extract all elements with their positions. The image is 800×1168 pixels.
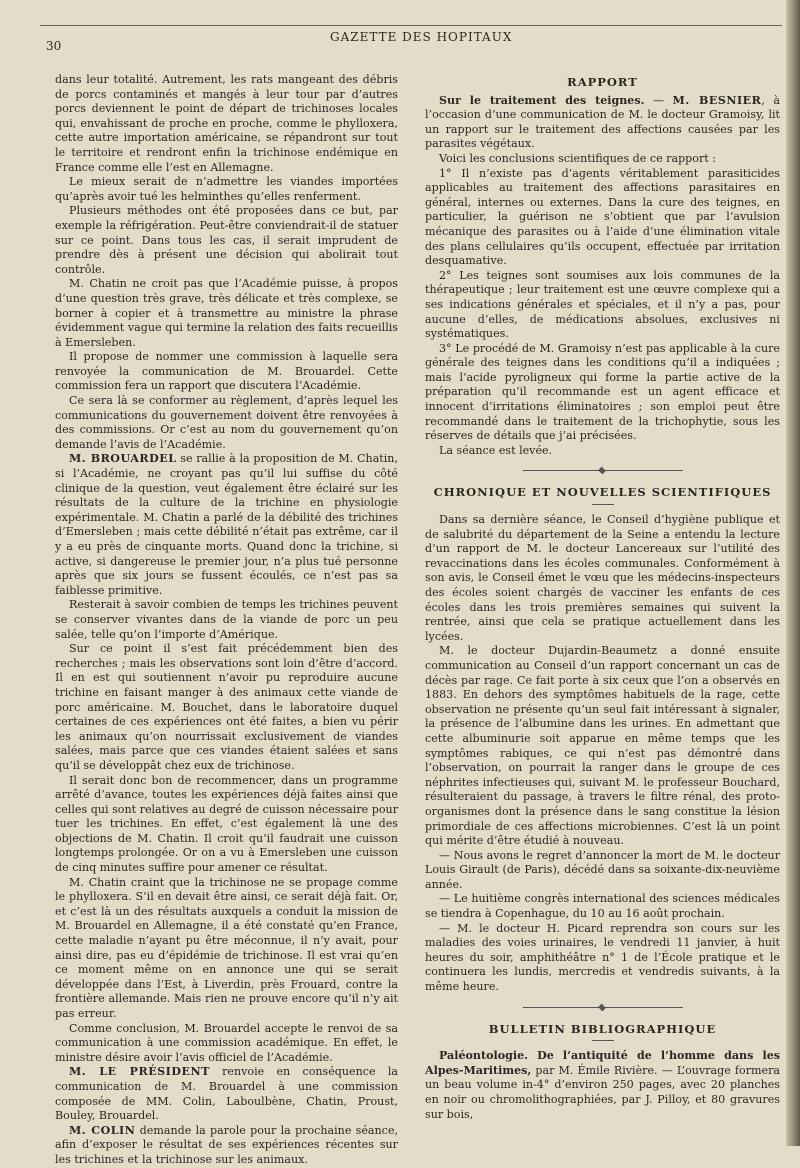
- paragraph-text: renvoie en conséquence la communication de M. Brouardel à une commission composée de MM. Colin, Laboulbène, Chatin, Proust, Bouley, Brouardel.: [55, 1065, 398, 1123]
- speaker-name: M. LE PRÉSIDENT: [69, 1065, 210, 1079]
- entry-text: par M. Émile Rivière. — L’ouvrage formera un beau volume in-4° d’environ 250 pages, avec 20 planches en noir ou chromolithographiées, par J. Pilloy, et 80 gravures sur bois,: [425, 1063, 780, 1121]
- paragraph: Sur ce point il s’est fait précédemment bien des recherches ; mais les observations sont loin d’être d’accord. Il en est qui soutiennent n’avoir pu reproduire aucune trichine en faisant manger à des animaux cette viande de porc américaine. M. Bouchet, dans le laboratoire duquel certaines de ces expériences ont été faites, a bien vu périr les animaux qu’on nourrissait exclusivement de viandes salées, mais parce que ces viandes étaient salées et sans qu’il se développât chez eux de trichinose.: [55, 642, 398, 772]
- paragraph-text: , à l’occasion d’une communication de M. le docteur Gramoisy, lit un rapport sur le traitement des affections causées par les parasites végétaux.: [425, 93, 780, 151]
- running-head: GAZETTE DES HOPITAUX: [330, 30, 513, 44]
- speaker-name: M. BROUARDEL: [69, 452, 177, 466]
- rapport-heading: Sur le traitement des teignes.: [439, 93, 645, 107]
- header-rule: [40, 25, 782, 26]
- paragraph: 2° Les teignes sont soumises aux lois communes de la thérapeutique ; leur traitement est une œuvre complexe qui a ses indications générales et spéciales, et il n’y a pas, pour aucune d’elles, de médications absolues, exclusives ni systématiques.: [425, 268, 780, 341]
- divider: [592, 1040, 614, 1041]
- paragraph: Resterait à savoir combien de temps les trichines peuvent se conserver vivantes dans de la viande de porc un peu salée, telle qu’on l’importe d’Amérique.: [55, 598, 398, 641]
- paragraph: M. Chatin ne croit pas que l’Académie puisse, à propos d’une question très grave, très délicate et très complexe, se borner à copier et à transmettre au ministre la phrase évidemment vague qui termine la relation des faits recueillis à Emersleben.: [55, 277, 398, 349]
- bulletin-title: BULLETIN BIBLIOGRAPHIQUE: [488, 1021, 717, 1036]
- paragraph: Plusieurs méthodes ont été proposées dans ce but, par exemple la réfrigération. Peut-être conviendrait-il de statuer sur ce point. Dans tous les cas, il serait imprudent de prendre dès à présent une décision qui abolirait tout contrôle.: [55, 204, 398, 276]
- paragraph: — Nous avons le regret d’annoncer la mort de M. le docteur Louis Girault (de Paris), décédé dans sa soixante-dix-neuvième année.: [425, 848, 780, 891]
- paragraph: M. le docteur Dujardin-Beaumetz a donné ensuite communication au Conseil d’un rapport concernant un cas de décès par rage. Ce fait porte à six ceux que l’on a observés en 1883. En dehors des symptômes habituels de la rage, cette observation ne présente qu’un seul fait intéressant à signaler, la présence de l’albumine dans les urines. En admettant que cette albuminurie soit apparue en même temps que les symptômes rabiques, ce qui n’est pas démontré dans l’observation, on pourrait la ranger dans le groupe de ces néphrites infectieuses qui, suivant M. le professeur Bouchard, résulteraient du passage, à travers le filtre rénal, des proto-organismes dont la présence dans le sang constitue la lésion primordiale de ces affections microbiennes. C’est là un point qui mérite d’être étudié à nouveau.: [425, 644, 780, 848]
- rapport-title: RAPPORT: [567, 75, 638, 89]
- paragraph: — M. le docteur H. Picard reprendra son cours sur les maladies des voies urinaires, le vendredi 11 janvier, à huit heures du soir, amphithéâtre n° 1 de l’École pratique et le continuera les lundis, mercredis et vendredis suivants, à la même heure.: [425, 921, 780, 994]
- paragraph: Comme conclusion, M. Brouardel accepte le renvoi de sa communication à une commission académique. En effet, le ministre désire avoir l’avis officiel de l’Académie.: [55, 1021, 398, 1064]
- brouardel-paragraph: [55, 452, 398, 598]
- paragraph: Voici les conclusions scientifiques de ce rapport :: [439, 151, 716, 165]
- paragraph: Il propose de nommer une commission à laquelle sera renvoyée la communication de M. Brouardel. Cette commission fera un rapport que discutera l’Académie.: [55, 350, 398, 393]
- paragraph: La séance est levée.: [439, 443, 553, 457]
- entry-title: Paléontologie. De l’antiquité de l’homme dans les Alpes-Maritimes,: [425, 1049, 780, 1077]
- bibliography-entry: [425, 1049, 780, 1122]
- ornament-divider: [523, 1007, 683, 1008]
- page-edge: [786, 0, 800, 1146]
- paragraph: 1° Il n’existe pas d’agents véritablement parasiticides applicables au traitement des affections parasitaires en général, internes ou externes. Dans la cure des teignes, en particulier, la guérison ne s’obtient que par l’avulsion mécanique des parasites ou à l’aide d’une élimination vitale des plans cellulaires qu’ils occupent, effectuée par irritation desquamative.: [425, 166, 780, 268]
- chronique-title: CHRONIQUE ET NOUVELLES SCIENTIFIQUES: [433, 485, 772, 500]
- paragraph: dans leur totalité. Autrement, les rats mangeant des débris de porcs contaminés et mangés à leur tour par d’autres porcs deviennent le point de départ de trichinoses locales qui, envahissant de proche en proche, comme le phylloxera, cette autre importation américaine, se répandront sur tout le territoire et rendront enfin la trichinose endémique en France comme elle l’est en Allemagne.: [55, 73, 398, 174]
- right-column: [425, 73, 780, 1122]
- speaker-name: M. BESNIER: [672, 93, 762, 107]
- paragraph: 3° Le procédé de M. Gramoisy n’est pas applicable à la cure générale des teignes dans les conditions qu’il a indiquées ; mais l’acide pyroligneux qui forme la partie active de la préparation qu’il recommande est un agent efficace et innocent d’irritations éliminatoires ; son emploi peut être recommandé dans le traitement de la trichophytie, sous les réserves de détails que j’ai précisées.: [425, 341, 780, 443]
- page-number: 30: [46, 39, 62, 53]
- rapport-intro: Sur le traitement des teignes. — M. BESNIER, à l’occasion d’une communication de M. le docteur Gramoisy, lit un rapport sur le traitement des affections causées par les parasites végétaux.: [425, 93, 780, 151]
- divider: [592, 504, 614, 505]
- paragraph: Dans sa dernière séance, le Conseil d’hygiène publique et de salubrité du département de la Seine a entendu la lecture d’un rapport de M. le docteur Lancereaux sur l’utilité des revaccinations dans les écoles communales. Conformément à son avis, le Conseil émet le vœu que les médecins-inspecteurs des écoles soient chargés de vacciner les enfants de ces écoles dans les trois premières semaines qui suivent la rentrée, ainsi que cela se pratique actuellement dans les lycées.: [425, 513, 780, 643]
- paragraph-text: demande la parole pour la prochaine séance, afin d’exposer le résultat de ses expériences récentes sur les trichines et la trichinose sur les animaux.: [55, 1123, 398, 1166]
- ornament-divider: [523, 470, 683, 471]
- paragraph-text: se rallie à la proposition de M. Chatin, si l’Académie, ne croyant pas qu’il lui suffise du côté clinique de la question, veut également être éclairé sur les résultats de la culture de la trichine en physiologie expérimentale. M. Chatin a parlé de la débilité des trichines d’Emersleben ; mais cette débilité n’était pas extrême, car il y a eu près de cinquante morts. Quand donc la trichine, si active, si dangereuse le premier jour, n’a plus tué personne après que six jours se fussent écoulés, ce n’est pas sa faiblesse primitive.: [55, 452, 398, 597]
- paragraph: Le mieux serait de n’admettre les viandes importées qu’après avoir tué les helminthes qu’elles renferment.: [55, 175, 398, 203]
- left-column: [55, 73, 398, 1168]
- paragraph: Ce sera là se conformer au règlement, d’après lequel les communications du gouvernement doivent être renvoyées à des commissions. Or c’est au nom du gouvernement qu’on demande l’avis de l’Académie.: [55, 394, 398, 451]
- paragraph: M. Chatin craint que la trichinose ne se propage comme le phylloxera. S’il en devait être ainsi, ce serait déjà fait. Or, et c’est là un des résultats auxquels a conduit la mission de M. Brouardel en Allemagne, il a été constaté qu’en France, cette maladie n’ayant pu être méconnue, il n’y avait, pour ainsi dire, pas eu d’épidémie de trichinose. Il est vrai qu’en ce moment même on en annonce une qui se serait développée dans l’Est, à Liverdin, près Frouard, contre la frontière allemande. Mais rien ne prouve encore qu’il n’y ait pas erreur.: [55, 875, 398, 1020]
- president-paragraph: [55, 1065, 398, 1123]
- paragraph: — Le huitième congrès international des sciences médicales se tiendra à Copenhague, du 10 au 16 août prochain.: [425, 892, 780, 921]
- paragraph: Il serait donc bon de recommencer, dans un programme arrêté d’avance, toutes les expériences déjà faites ainsi que celles qui sont relatives au degré de cuisson nécessaire pour tuer les trichines. En effet, c’est également là une des objections de M. Chatin. Il croit qu’il faudrait une cuisson longtemps prolongée. Or on a vu à Emersleben une cuisson de cinq minutes suffire pour amener ce résultat.: [55, 773, 398, 875]
- speaker-name: M. COLIN: [69, 1123, 136, 1137]
